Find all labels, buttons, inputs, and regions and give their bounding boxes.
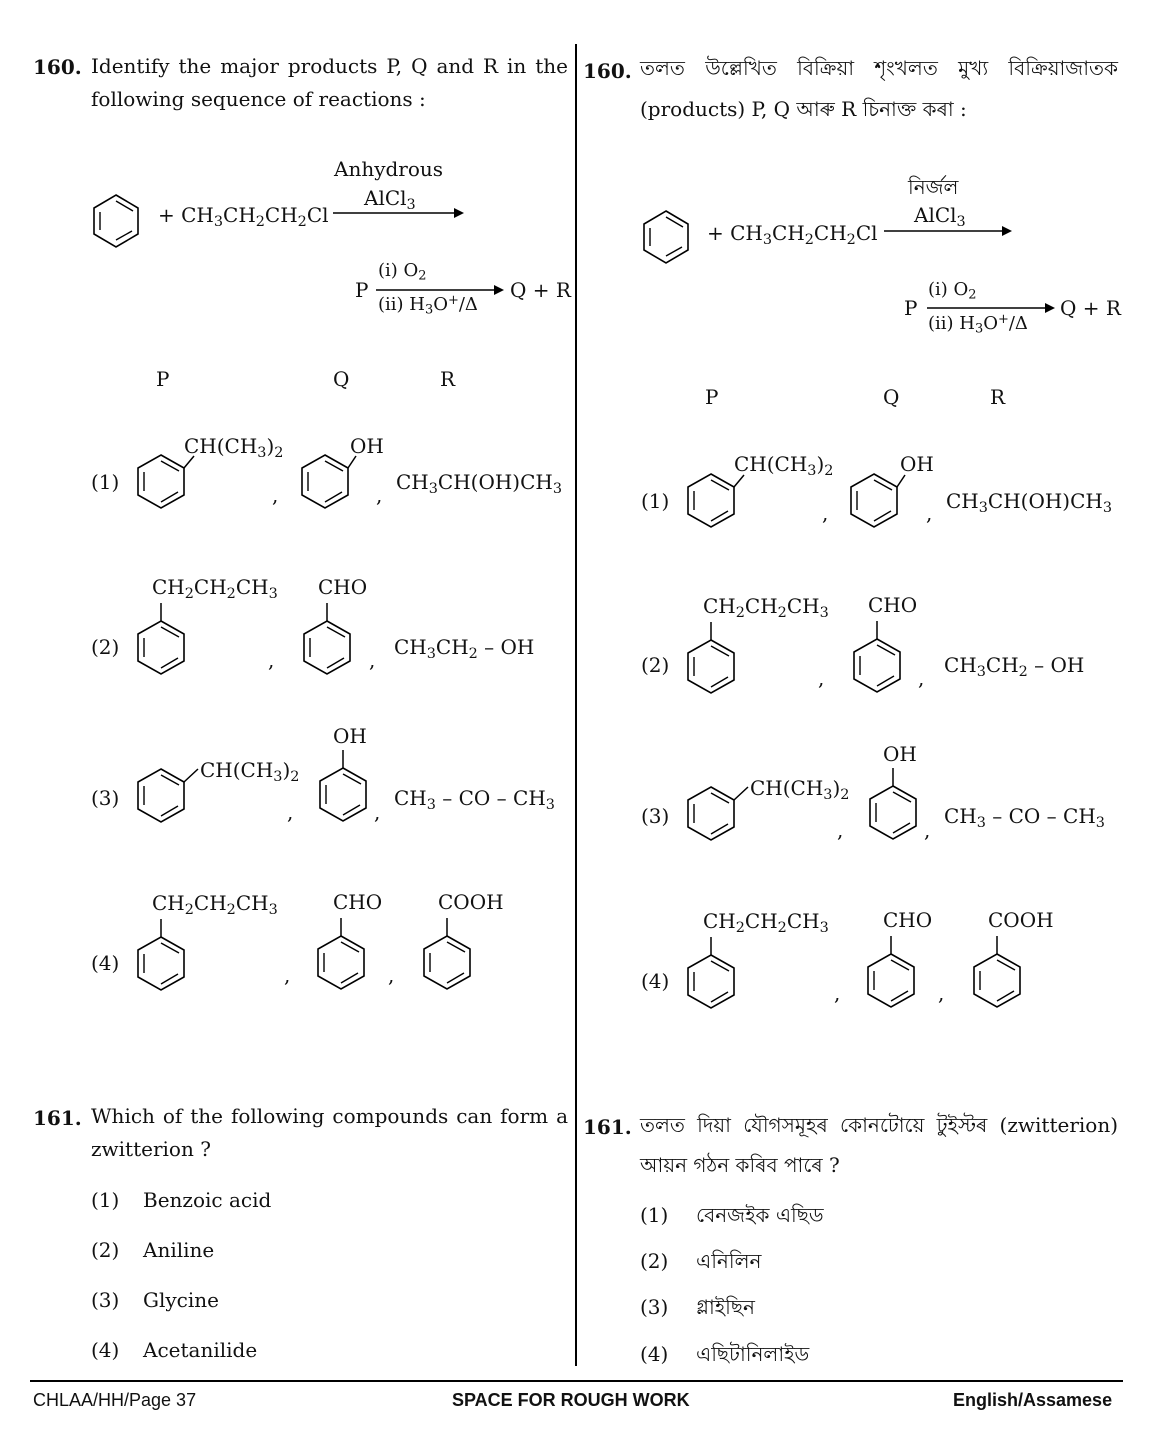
option-number: (4) <box>640 1342 669 1366</box>
reagent-alcl3: AlCl$_3$ <box>364 186 416 214</box>
separator: , <box>938 981 945 1005</box>
option-number: (1) <box>641 489 670 513</box>
reagent-o2: (i) $O_2$ <box>928 279 977 303</box>
product-qr: Q + R <box>510 278 571 302</box>
compound-formula: $CH_3$ – CO – $CH_3$ <box>944 804 1105 832</box>
separator: , <box>376 483 383 507</box>
reagent-o2: (i) $O_2$ <box>378 260 427 284</box>
reagent-h3o: (ii) $H_3O^+/\Delta$ <box>378 293 478 318</box>
reagent-anhydrous: নিৰ্জল <box>908 175 959 199</box>
substituent: OH <box>333 724 367 748</box>
substituent: $CH_2CH_2CH_3$ <box>152 575 278 603</box>
benzene-ring <box>132 917 190 999</box>
reaction-arrow <box>333 206 468 220</box>
option-number: (4) <box>91 951 120 975</box>
separator: , <box>822 501 829 525</box>
benzene-ring <box>968 934 1026 1016</box>
header-q: Q <box>883 385 900 409</box>
question-text: Identify the major products P, Q and R in the following sequence of reactions : <box>91 54 568 111</box>
reagent-alcl3: AlCl$_3$ <box>914 203 966 231</box>
substituent: $CH_2CH_2CH_3$ <box>703 594 829 622</box>
benzene-ring <box>132 453 190 511</box>
footer-divider <box>30 1380 1123 1382</box>
benzene-ring <box>682 935 740 1017</box>
option-number: (3) <box>640 1295 669 1319</box>
option-number: (2) <box>640 1249 669 1273</box>
substituent: COOH <box>988 908 1054 932</box>
reactant-formula: + $CH_3CH_2CH_2Cl$ <box>158 203 329 231</box>
option-label: এছিটানিলাইড <box>696 1342 810 1366</box>
substituent: CHO <box>333 890 383 914</box>
label-p: P <box>904 296 918 320</box>
option-label: বেনজইক এছিড <box>696 1203 824 1227</box>
benzene-ring <box>314 748 372 830</box>
substituent: $CH_2CH_2CH_3$ <box>703 909 829 937</box>
separator: , <box>369 648 376 672</box>
compound-formula: $CH_3CH_2$ – OH <box>394 635 535 663</box>
option-number: (3) <box>91 786 120 810</box>
option-number: (4) <box>91 1338 120 1362</box>
benzene-ring <box>862 934 920 1016</box>
substituent: OH <box>350 434 384 458</box>
option-number: (1) <box>640 1203 669 1227</box>
option-number: (3) <box>641 804 670 828</box>
option-number: (4) <box>641 969 670 993</box>
separator: , <box>374 800 381 824</box>
substituent: $CH(CH_3)_2$ <box>184 434 284 462</box>
reagent-anhydrous: Anhydrous <box>334 157 444 181</box>
question-number: 161. <box>583 1115 632 1139</box>
compound-formula: $CH_3CH(OH)CH_3$ <box>396 470 562 498</box>
question-number: 161. <box>33 1106 82 1130</box>
substituent: COOH <box>438 890 504 914</box>
option-label: Acetanilide <box>143 1338 258 1362</box>
substituent: $CH(CH_3)_2$ <box>200 758 300 786</box>
compound-formula: $CH_3$ – CO – $CH_3$ <box>394 786 555 814</box>
reaction-arrow <box>927 301 1059 315</box>
question-text-line2: আয়ন গঠন কৰিব পাৰে ? <box>640 1153 840 1177</box>
benzene-ring <box>296 453 354 511</box>
language-label: English/Assamese <box>953 1390 1113 1410</box>
page-id: CHLAA/HH/Page 37 <box>33 1390 197 1410</box>
benzene-ring <box>848 619 906 701</box>
substituent: CHO <box>318 575 368 599</box>
benzene-ring <box>638 209 694 265</box>
substituent: OH <box>883 742 917 766</box>
benzene-ring <box>132 601 190 683</box>
reaction-arrow <box>884 224 1019 238</box>
question-text-line2: (products) P, Q আৰু R চিনাক্ত কৰা : <box>640 97 967 121</box>
substituent: $CH(CH_3)_2$ <box>750 776 850 804</box>
option-label: Benzoic acid <box>143 1188 272 1212</box>
substituent: OH <box>900 452 934 476</box>
compound-formula: $CH_3CH_2$ – OH <box>944 653 1085 681</box>
label-p: P <box>355 278 369 302</box>
option-number: (2) <box>641 653 670 677</box>
header-p: P <box>705 385 719 409</box>
substituent: CHO <box>883 908 933 932</box>
option-label: গ্লাইছিন <box>696 1295 755 1319</box>
separator: , <box>287 800 294 824</box>
header-r: R <box>440 367 456 391</box>
option-label: Aniline <box>143 1238 215 1262</box>
option-label: Glycine <box>143 1288 219 1312</box>
benzene-ring <box>845 472 903 530</box>
benzene-ring <box>132 767 190 825</box>
question-text: Which of the following compounds can form a zwitterion ? <box>91 1104 568 1161</box>
benzene-ring <box>298 601 356 683</box>
option-number: (3) <box>91 1288 120 1312</box>
option-number: (1) <box>91 1188 120 1212</box>
reactant-formula: + $CH_3CH_2CH_2Cl$ <box>707 221 878 249</box>
product-qr: Q + R <box>1060 296 1121 320</box>
separator: , <box>926 501 933 525</box>
benzene-ring <box>418 916 476 998</box>
benzene-ring <box>682 785 740 843</box>
separator: , <box>918 666 925 690</box>
separator: , <box>924 818 931 842</box>
separator: , <box>284 963 291 987</box>
header-r: R <box>990 385 1006 409</box>
option-label: এনিলিন <box>696 1249 762 1273</box>
option-number: (2) <box>91 1238 120 1262</box>
reaction-arrow <box>376 283 508 297</box>
substituent: CHO <box>868 593 918 617</box>
reagent-h3o: (ii) $H_3O^+/\Delta$ <box>928 312 1028 337</box>
substituent: $CH(CH_3)_2$ <box>734 452 834 480</box>
benzene-ring <box>682 472 740 530</box>
question-number: 160. <box>33 55 82 79</box>
separator: , <box>834 981 841 1005</box>
benzene-ring <box>864 766 922 848</box>
separator: , <box>268 648 275 672</box>
benzene-ring <box>682 620 740 702</box>
header-p: P <box>156 367 170 391</box>
question-number: 160. <box>583 59 632 83</box>
option-number: (2) <box>91 635 120 659</box>
separator: , <box>388 963 395 987</box>
rough-work-label: SPACE FOR ROUGH WORK <box>452 1390 690 1410</box>
question-text-line1: তলত দিয়া যৌগসমূহৰ কোনটোয়ে টুইস্টৰ (zwitterion) <box>640 1113 1118 1137</box>
question-text-line1: তলত উল্লেখিত বিক্ৰিয়া শৃংখলত মুখ্য বিক্ৰিয়াজাতক <box>640 56 1118 80</box>
separator: , <box>837 818 844 842</box>
option-number: (1) <box>91 470 120 494</box>
separator: , <box>818 666 825 690</box>
substituent: $CH_2CH_2CH_3$ <box>152 891 278 919</box>
benzene-ring <box>88 193 144 249</box>
separator: , <box>272 483 279 507</box>
benzene-ring <box>312 916 370 998</box>
compound-formula: $CH_3CH(OH)CH_3$ <box>946 489 1112 517</box>
column-divider <box>575 44 577 1366</box>
header-q: Q <box>333 367 350 391</box>
